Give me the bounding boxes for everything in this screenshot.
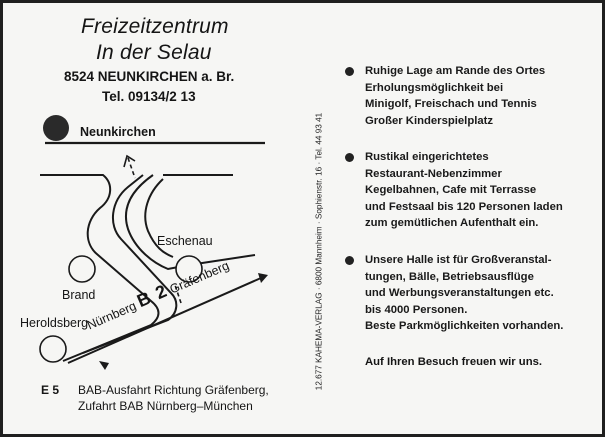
- feature-3-line-5: Beste Parkmöglichkeiten vorhanden.: [365, 320, 564, 333]
- feature-2-line-3: Kegelbahnen, Cafe mit Terrasse: [365, 184, 537, 197]
- address: 8524 NEUNKIRCHEN a. Br.: [64, 69, 235, 84]
- phone: Tel. 09134/2 13: [102, 89, 196, 104]
- feature-2-line-4: und Festsaal bis 120 Personen laden: [365, 200, 563, 213]
- label-neunkirchen: Neunkirchen: [80, 125, 156, 139]
- postcard: [3, 3, 602, 434]
- bullet-3: [345, 256, 354, 265]
- label-brand: Brand: [62, 288, 96, 302]
- feature-3-line-2: tungen, Bälle, Betriebsausflüge: [365, 270, 534, 283]
- feature-1-line-1: Ruhige Lage am Rande des Ortes: [365, 65, 546, 77]
- title-line-2: In der Selau: [96, 41, 212, 64]
- feature-2-line-1: Rustikal eingerichtetes: [365, 151, 489, 163]
- neunkirchen-marker: [43, 115, 69, 141]
- exit-line-1: BAB-Ausfahrt Richtung Gräfenberg,: [78, 383, 269, 397]
- feature-3-line-3: und Werbungsveranstaltungen etc.: [365, 287, 554, 300]
- label-heroldsberg: Heroldsberg: [20, 316, 89, 330]
- road-label-graefenberg: Gräfenberg: [167, 258, 232, 297]
- title-line-1: Freizeitzentrum: [81, 15, 229, 38]
- road-label-nuernberg: Nürnberg: [84, 298, 139, 333]
- publisher-imprint: 12.677 KAHEMA-VERLAG · 6800 Mannheim · Sophienstr. 16 · Tel. 44 93 41: [314, 112, 324, 391]
- bullet-2: [345, 153, 354, 162]
- label-eschenau: Eschenau: [157, 234, 213, 248]
- feature-2-line-2: Restaurant-Nebenzimmer: [365, 167, 502, 180]
- exit-line-2: Zufahrt BAB Nürnberg–München: [78, 399, 253, 413]
- feature-2-line-5: zum gemütlichen Aufenthalt ein.: [365, 217, 539, 230]
- road-west-outer: [40, 175, 159, 361]
- feature-3-line-4: bis 4000 Personen.: [365, 303, 468, 316]
- road-label-b2: B 2: [133, 280, 171, 312]
- feature-1-line-4: Großer Kinderspielplatz: [365, 114, 494, 127]
- bullet-1: [345, 67, 354, 76]
- brand-marker: [69, 256, 95, 282]
- heroldsberg-marker: [40, 336, 66, 362]
- location-map: [3, 3, 323, 393]
- closing-text: Auf Ihren Besuch freuen wir uns.: [365, 356, 543, 368]
- feature-block-3: [365, 252, 563, 335]
- feature-block-2: [365, 149, 563, 232]
- feature-1-line-2: Erholungsmöglichkeit bei: [365, 81, 504, 94]
- feature-1-line-3: Minigolf, Freischach und Tennis: [365, 98, 537, 111]
- feature-3-line-1: Unsere Halle ist für Großveranstal-: [365, 254, 552, 266]
- exit-code: E 5: [41, 383, 60, 397]
- feature-block-1: [365, 63, 545, 129]
